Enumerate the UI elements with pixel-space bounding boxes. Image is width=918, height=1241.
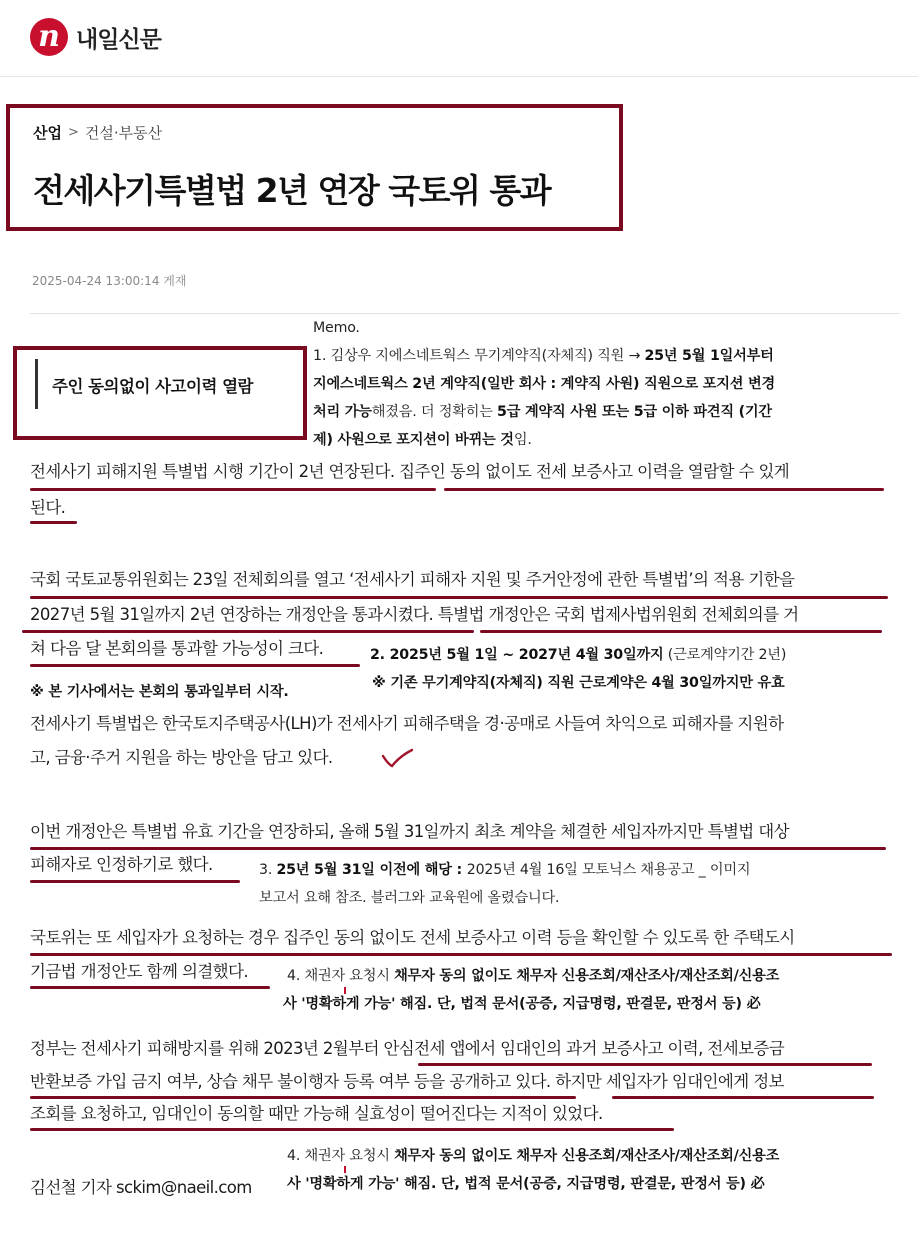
underline-mark — [30, 953, 892, 956]
breadcrumb-category[interactable]: 산업 — [33, 124, 62, 142]
header-divider — [0, 76, 918, 77]
memo-note3-line2: 보고서 요해 참조. 블러그와 교육원에 올렸습니다. — [259, 890, 560, 906]
underline-mark — [30, 986, 270, 989]
memo-note4-line2: 사 '명확하게 가능' 해짐. 단, 법적 문서(공증, 지급명령, 판결문, 판정서 등) 必 — [283, 996, 761, 1012]
paragraph-3-line-2: 고, 금융·주거 지원을 하는 방안을 담고 있다. — [30, 748, 333, 767]
paragraph-6-line-2: 반환보증 가입 금지 여부, 상습 채무 불이행자 등록 여부 등을 공개하고 있다. 하지만 세입자가 임대인에게 정보 — [30, 1072, 784, 1091]
underline-mark — [30, 847, 886, 850]
underline-mark — [30, 596, 888, 599]
memo-label: Memo. — [313, 320, 360, 336]
subheading-bar — [35, 359, 38, 409]
breadcrumb-subcategory[interactable]: 건설·부동산 — [84, 124, 163, 142]
memo-note4b-line1: 4. 채권자 요청시 채무자 동의 없이도 채무자 신용조회/재산조사/재산조회/신용조 — [287, 1148, 780, 1164]
paragraph-6-line-1: 정부는 전세사기 피해방지를 위해 2023년 2월부터 안심전세 앱에서 임대인의 과거 보증사고 이력, 전세보증금 — [30, 1039, 785, 1058]
memo-note3-line1: 3. 25년 5월 31일 이전에 해당 : 2025년 4월 16일 모토닉스 채용공고 _ 이미지 — [259, 862, 751, 878]
memo-note4b-line2: 사 '명확하게 가능' 해짐. 단, 법적 문서(공증, 지급명령, 판결문, 판정서 등) 必 — [287, 1176, 765, 1192]
underline-mark — [30, 1128, 674, 1131]
underline-mark — [30, 664, 360, 667]
paragraph-3-line-1: 전세사기 특별법은 한국토지주택공사(LH)가 전세사기 피해주택을 경·공매로 사들여 차익으로 피해자를 지원하 — [30, 714, 784, 733]
paragraph-5-line-1: 국토위는 또 세입자가 요청하는 경우 집주인 동의 없이도 전세 보증사고 이력 등을 확인할 수 있도록 한 주택도시 — [30, 928, 795, 947]
byline: 김선철 기자 sckim@naeil.com — [30, 1178, 252, 1197]
underline-mark — [612, 1096, 874, 1099]
logo-text: 내일신문 — [76, 26, 161, 53]
paragraph-6-line-3: 조회를 요청하고, 임대인이 동의할 때만 가능해 실효성이 떨어진다는 지적이 있었다. — [30, 1104, 603, 1123]
memo-note1-line4: 제) 사원으로 포지션이 바뀌는 것임. — [313, 432, 532, 448]
underline-mark — [22, 630, 474, 633]
tick-mark — [344, 1166, 346, 1173]
paragraph-2-line-1: 국회 국토교통위원회는 23일 전체회의를 열고 ‘전세사기 피해자 지원 및 주거안정에 관한 특별법’의 적용 기한을 — [30, 570, 795, 589]
underline-mark — [30, 880, 240, 883]
paragraph-2-line-3: 쳐 다음 달 본회의를 통과할 가능성이 크다. — [30, 639, 324, 658]
underline-mark — [418, 1063, 872, 1066]
publish-date: 2025-04-24 13:00:14 게재 — [32, 274, 187, 288]
memo-note1-line2: 지에스네트웍스 2년 계약직(일반 회사 : 계약직 사원) 직원으로 포지션 변경 — [313, 376, 776, 392]
memo-note2-line3: ※ 본 기사에서는 본회의 통과일부터 시작. — [30, 684, 289, 700]
underline-mark — [444, 488, 884, 491]
article-subheading: 주인 동의없이 사고이력 열람 — [52, 377, 254, 396]
tick-mark — [344, 987, 346, 994]
memo-note2-line1: 2. 2025년 5월 1일 ~ 2027년 4월 30일까지 (근로계약기간 2년) — [370, 647, 787, 663]
logo-mark: n — [30, 18, 68, 56]
handwritten-check-icon — [380, 744, 416, 772]
meta-divider — [30, 313, 900, 314]
memo-note4-line1: 4. 채권자 요청시 채무자 동의 없이도 채무자 신용조회/재산조사/재산조회/신용조 — [287, 968, 780, 984]
underline-mark — [480, 630, 882, 633]
underline-mark — [30, 521, 77, 524]
paragraph-1-line-2: 된다. — [30, 498, 66, 517]
paragraph-5-line-2: 기금법 개정안도 함께 의결했다. — [30, 962, 248, 981]
memo-note1-line3: 처리 가능해졌음. 더 정확히는 5급 계약직 사원 또는 5급 이하 파견직 (기간 — [313, 404, 772, 420]
site-logo[interactable] — [30, 18, 161, 56]
paragraph-4-line-2: 피해자로 인정하기로 했다. — [30, 855, 213, 874]
paragraph-1-line-1: 전세사기 피해지원 특별법 시행 기간이 2년 연장된다. 집주인 동의 없이도 전세 보증사고 이력을 열람할 수 있게 — [30, 462, 790, 481]
chevron-right-icon: > — [67, 125, 79, 140]
underline-mark — [30, 1096, 576, 1099]
memo-note2-line2: ※ 기존 무기계약직(자체직) 직원 근로계약은 4월 30일까지만 유효 — [372, 675, 785, 691]
underline-mark — [30, 488, 436, 491]
paragraph-4-line-1: 이번 개정안은 특별법 유효 기간을 연장하되, 올해 5월 31일까지 최초 계약을 체결한 세입자까지만 특별법 대상 — [30, 822, 789, 841]
breadcrumb — [33, 122, 162, 143]
memo-note1-line1: 1. 김상우 지에스네트웍스 무기계약직(자체직) 직원 → 25년 5월 1일서부터 — [313, 348, 774, 364]
article-headline: 전세사기특별법 2년 연장 국토위 통과 — [33, 171, 551, 210]
paragraph-2-line-2: 2027년 5월 31일까지 2년 연장하는 개정안을 통과시켰다. 특별법 개정안은 국회 법제사법위원회 전체회의를 거 — [30, 605, 799, 624]
